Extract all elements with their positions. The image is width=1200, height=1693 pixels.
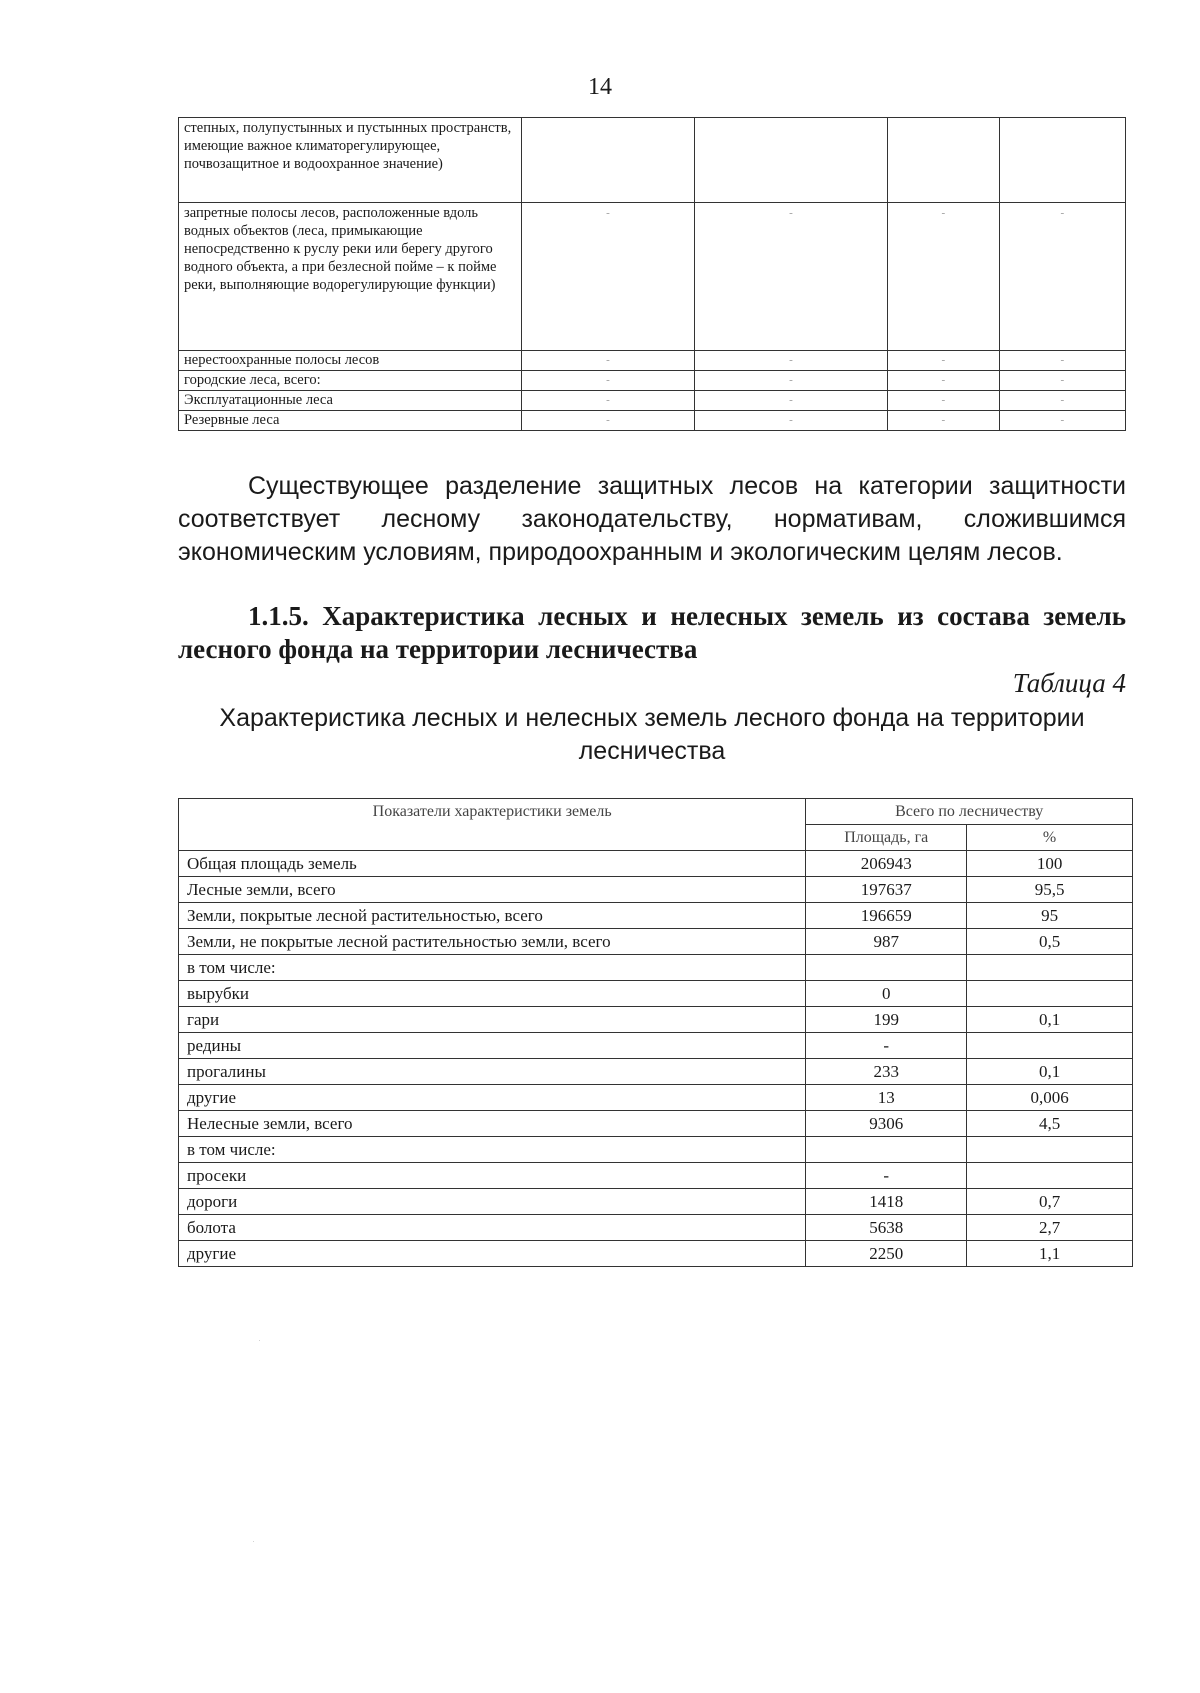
row-label: Лесные земли, всего [179, 877, 806, 903]
percent-value: 0,7 [967, 1189, 1133, 1215]
area-value: 196659 [806, 903, 967, 929]
table-title: Характеристика лесных и нелесных земель лесного фонда на территории лесничества [219, 704, 1085, 765]
row-label: прогалины [179, 1059, 806, 1085]
area-value [806, 955, 967, 981]
table-row [179, 371, 1126, 391]
table-row [179, 1033, 1133, 1059]
value-cell: - [694, 411, 887, 431]
value-cell: - [694, 203, 887, 351]
area-value: 987 [806, 929, 967, 955]
body-paragraph: Существующее разделение защитных лесов на категории защитности соответствует лесному законодательству, нормативам, сложившимся экономическим условиям, природоохранным и экологическим целям лесов. [178, 472, 1126, 566]
value-cell: - [999, 203, 1125, 351]
percent-value [967, 1033, 1133, 1059]
scan-artifact: · [252, 1536, 255, 1546]
row-label: Земли, не покрытые лесной растительностью земли, всего [179, 929, 806, 955]
header-indicator: Показатели характеристики земель [179, 799, 806, 851]
value-cell: - [888, 411, 1000, 431]
value-cell: - [522, 391, 695, 411]
value-cell: - [522, 371, 695, 391]
percent-value: 0,1 [967, 1059, 1133, 1085]
area-value: - [806, 1163, 967, 1189]
area-value: - [806, 1033, 967, 1059]
section-heading: 1.1.5. Характеристика лесных и нелесных земель из состава земель лесного фонда на территории лесничества [178, 601, 1126, 664]
percent-value: 0,006 [967, 1085, 1133, 1111]
row-label: запретные полосы лесов, расположенные вдоль водных объектов (леса, примыкающие непосредственно к руслу реки или берегу другого водного объекта, а при безлесной пойме – к пойме реки, выполняющие водорегулирующие функции) [179, 203, 522, 351]
value-cell: - [888, 371, 1000, 391]
value-cell [522, 118, 695, 203]
table-row [179, 1241, 1133, 1267]
row-label: дороги [179, 1189, 806, 1215]
percent-value [967, 1137, 1133, 1163]
row-label: в том числе: [179, 955, 806, 981]
table-row [179, 118, 1126, 203]
value-cell: - [522, 203, 695, 351]
percent-value: 0,5 [967, 929, 1133, 955]
row-label: редины [179, 1033, 806, 1059]
value-cell: - [999, 411, 1125, 431]
area-value: 0 [806, 981, 967, 1007]
row-label: Резервные леса [179, 411, 522, 431]
table-row [179, 203, 1126, 351]
row-label: нерестоохранные полосы лесов [179, 351, 522, 371]
table-row [179, 351, 1126, 371]
area-value: 13 [806, 1085, 967, 1111]
value-cell: - [694, 391, 887, 411]
row-label: просеки [179, 1163, 806, 1189]
land-characteristics-table [178, 798, 1133, 1267]
percent-value [967, 1163, 1133, 1189]
row-label: Эксплуатационные леса [179, 391, 522, 411]
table-label: Таблица 4 [1012, 668, 1126, 698]
area-value: 5638 [806, 1215, 967, 1241]
area-value: 9306 [806, 1111, 967, 1137]
table-row [179, 1059, 1133, 1085]
row-label: степных, полупустынных и пустынных пространств, имеющие важное климаторегулирующее, почвозащитное и водоохранное значение) [179, 118, 522, 203]
value-cell: - [522, 411, 695, 431]
table-row [179, 929, 1133, 955]
area-value: 199 [806, 1007, 967, 1033]
area-value: 2250 [806, 1241, 967, 1267]
table-row [179, 1163, 1133, 1189]
percent-value: 95 [967, 903, 1133, 929]
header-group: Всего по лесничеству [806, 799, 1133, 825]
table-row [179, 391, 1126, 411]
table-row [179, 903, 1133, 929]
percent-value: 4,5 [967, 1111, 1133, 1137]
table-header-row [179, 799, 1133, 825]
row-label: вырубки [179, 981, 806, 1007]
value-cell: - [888, 351, 1000, 371]
table-row [179, 955, 1133, 981]
row-label: в том числе: [179, 1137, 806, 1163]
percent-value: 95,5 [967, 877, 1133, 903]
table-row [179, 877, 1133, 903]
value-cell: - [888, 203, 1000, 351]
table-row [179, 1111, 1133, 1137]
page-number: 14 [588, 74, 612, 100]
header-percent: % [967, 825, 1133, 851]
area-value: 197637 [806, 877, 967, 903]
percent-value: 100 [967, 851, 1133, 877]
area-value: 233 [806, 1059, 967, 1085]
header-area: Площадь, га [806, 825, 967, 851]
area-value: 206943 [806, 851, 967, 877]
area-value [806, 1137, 967, 1163]
value-cell [888, 118, 1000, 203]
area-value: 1418 [806, 1189, 967, 1215]
row-label: гари [179, 1007, 806, 1033]
row-label: Общая площадь земель [179, 851, 806, 877]
value-cell: - [999, 351, 1125, 371]
protective-forests-table [178, 117, 1126, 431]
table-row [179, 1007, 1133, 1033]
row-label: болота [179, 1215, 806, 1241]
percent-value: 2,7 [967, 1215, 1133, 1241]
table-row [179, 1085, 1133, 1111]
value-cell: - [888, 391, 1000, 411]
row-label: другие [179, 1241, 806, 1267]
value-cell: - [522, 351, 695, 371]
value-cell [999, 118, 1125, 203]
table-row [179, 1137, 1133, 1163]
percent-value: 1,1 [967, 1241, 1133, 1267]
percent-value [967, 955, 1133, 981]
table-row [179, 411, 1126, 431]
row-label: Нелесные земли, всего [179, 1111, 806, 1137]
percent-value: 0,1 [967, 1007, 1133, 1033]
table-row [179, 1215, 1133, 1241]
table-row [179, 851, 1133, 877]
value-cell [694, 118, 887, 203]
value-cell: - [694, 351, 887, 371]
row-label: другие [179, 1085, 806, 1111]
row-label: городские леса, всего: [179, 371, 522, 391]
value-cell: - [694, 371, 887, 391]
value-cell: - [999, 371, 1125, 391]
table-row [179, 981, 1133, 1007]
value-cell: - [999, 391, 1125, 411]
row-label: Земли, покрытые лесной растительностью, всего [179, 903, 806, 929]
scan-artifact: · [258, 1335, 261, 1345]
percent-value [967, 981, 1133, 1007]
table-row [179, 1189, 1133, 1215]
